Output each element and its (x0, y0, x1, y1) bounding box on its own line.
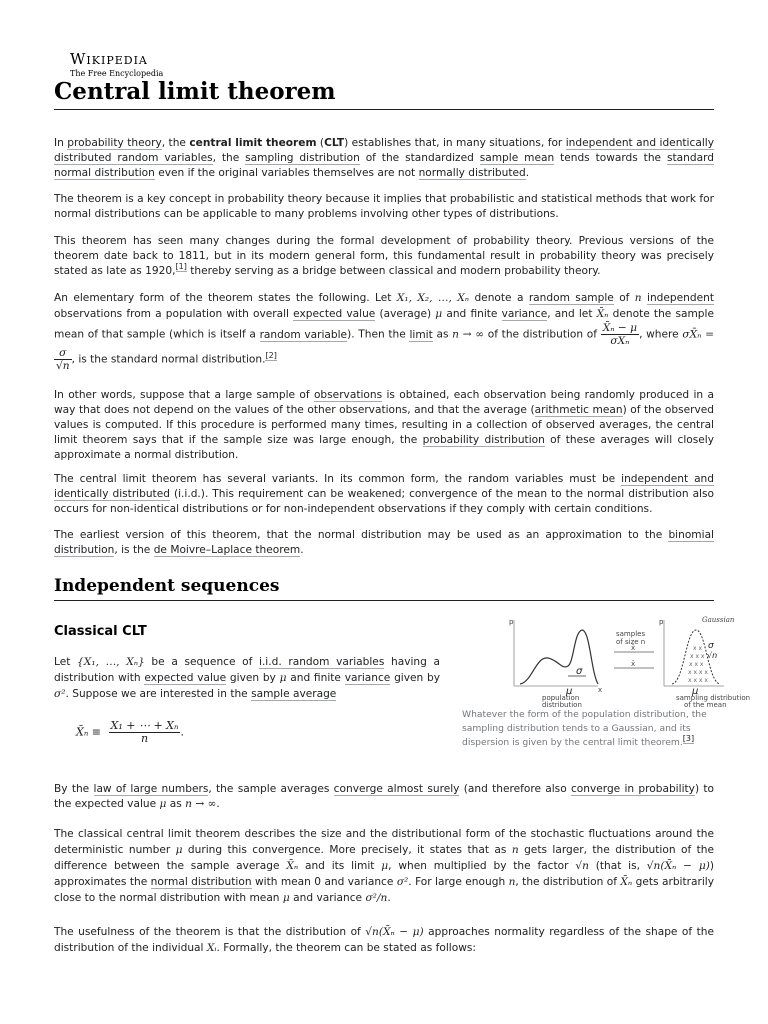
link-variance[interactable]: variance (501, 308, 548, 320)
text: (that is, (588, 860, 647, 872)
text: , is the standard normal distribution. (71, 353, 266, 366)
link-limit[interactable]: limit (409, 328, 433, 341)
clt-figure (458, 612, 751, 748)
math-n: n (508, 876, 516, 888)
reference-3[interactable]: [3] (682, 733, 695, 743)
text: , is the (114, 544, 154, 556)
link-expected-value-2[interactable]: expected value (144, 672, 227, 684)
link-sampling-distribution[interactable]: sampling distribution (245, 152, 360, 164)
text: . (387, 892, 391, 904)
link-random-variable[interactable]: random variable (259, 328, 348, 341)
samples-xbar-1: x̄ (631, 644, 636, 652)
text: ( (316, 137, 325, 149)
subsection-heading-classical-clt: Classical CLT (54, 624, 147, 639)
text: The earliest version of this theorem, that the normal distribution may be used as an approximation to the (54, 529, 669, 541)
wikipedia-logo[interactable] (70, 50, 163, 78)
paragraph-usefulness (54, 924, 714, 956)
term-clt-abbr: CLT (324, 137, 345, 149)
sampling-axis-p: p (659, 618, 664, 626)
math-mu: μ (381, 860, 389, 872)
logo-tagline: The Free Encyclopedia (70, 69, 164, 78)
text: ) to the expected value (54, 783, 714, 810)
math-sqrt-n: √n (575, 860, 589, 872)
link-iid-random-variables[interactable]: i.i.d. random variables (259, 656, 385, 668)
population-axis-p: p (509, 618, 514, 626)
reference-2[interactable]: [2] (265, 350, 277, 360)
gaussian-title: Gaussian (702, 616, 735, 624)
link-arithmetic-mean[interactable]: arithmetic mean (534, 404, 623, 416)
sampling-sqrt-n: √n (707, 651, 718, 660)
link-law-of-large-numbers[interactable]: law of large numbers (93, 783, 209, 795)
math-n-to-inf: n → ∞ (185, 798, 217, 810)
text: (i.i.d.). This requirement can be weakened; convergence of the mean to the normal distribution also occurs for non-identical distributions or for non-independent observations if they comply with certain conditions. (54, 488, 715, 515)
link-expected-value[interactable]: expected value (293, 308, 376, 320)
text: approaches normality regardless of the shape of the distribution of the individual (54, 926, 715, 954)
sampling-label-2: of the mean (684, 701, 727, 709)
link-binomial-distribution[interactable]: binomial distribution (54, 529, 714, 556)
text: of the standardized (359, 152, 480, 164)
fraction-numerator: X₁ + ⋯ + Xₙ (110, 719, 179, 732)
paragraph-lln (54, 782, 714, 812)
link-observations[interactable]: observations (313, 389, 383, 401)
text: . (216, 798, 220, 810)
text: observations from a population with overall (54, 308, 294, 320)
svg-text:x x x x: x x x x (688, 669, 708, 676)
classical-paragraph (54, 654, 440, 702)
text: of the distribution of (484, 328, 601, 341)
text: An elementary form of the theorem states the following. Let (54, 292, 397, 304)
equation-lhs: X̄ₙ ≡ (76, 725, 102, 739)
text: thereby serving as a bridge between classical and modern probability theory. (186, 265, 601, 277)
math-sigma-squared: σ² (54, 688, 66, 700)
link-probability-distribution[interactable]: probability distribution (422, 434, 545, 446)
population-label-2: distribution (542, 701, 582, 709)
svg-text:x x: x x (693, 645, 703, 652)
samples-label-1: samples (616, 630, 646, 638)
fraction-denominator: n (140, 732, 149, 745)
math-variance: σ²/n (365, 892, 388, 904)
text: is obtained, each observation being randomly produced in a way that does not depend on the values of the other observations, and that the average ( (54, 389, 714, 416)
link-independent[interactable]: independent (647, 292, 714, 304)
text: This theorem has seen many changes during the formal development of probability theory. Previous versions of the theorem date back to 1811, but in its modern general form, this fundamental result in probability theory was precisely stated as late as 1920, (54, 235, 714, 277)
text: , and let (547, 308, 597, 320)
text: as (432, 328, 453, 341)
text: , the distribution of (515, 876, 621, 888)
text: In (54, 137, 68, 149)
paragraph-3 (54, 234, 714, 279)
sampling-plot (659, 616, 750, 709)
math-xbar: X̄ₙ (620, 876, 633, 888)
term-clt: central limit theorem (189, 137, 317, 149)
math-mu: μ (175, 844, 183, 856)
math-mu: μ (435, 308, 443, 320)
math-xbar: X̄ₙ (596, 308, 609, 320)
text: and variance (289, 892, 366, 904)
math-sequence: {X₁, …, Xₙ} (77, 656, 145, 668)
samples-label-2: of size n (616, 638, 646, 646)
math-n-to-inf: n → ∞ (452, 328, 485, 341)
paragraph-4 (54, 290, 714, 372)
text: , the sample averages (208, 783, 334, 795)
text: and its limit (298, 860, 382, 872)
link-normal-distribution[interactable]: normal distribution (150, 876, 252, 888)
text: . (525, 167, 530, 179)
text: ). Then the (347, 328, 410, 341)
math-n: n (511, 844, 519, 856)
text: as (166, 798, 186, 810)
link-sample-average[interactable]: sample average (251, 688, 337, 700)
text: . Formally, the theorem can be stated as follows: (216, 942, 476, 954)
text: even if the original variables themselves are not (154, 167, 419, 179)
sampling-label-1: sampling distribution (676, 694, 751, 702)
text: By the (54, 783, 94, 795)
text: having a distribution with (54, 656, 440, 684)
link-iid[interactable]: independent and identically distributed random variables (54, 137, 714, 164)
text: Let (54, 656, 78, 668)
text: (average) (375, 308, 436, 320)
fraction-numerator: σ (54, 347, 72, 360)
text: denote the sample mean of that sample (which is itself a (54, 308, 714, 341)
math-expression: √n(X̄ₙ − μ) (646, 860, 710, 872)
fraction-denominator: √n (56, 360, 70, 372)
text: with mean 0 and variance (251, 876, 397, 888)
intro-paragraph (54, 136, 714, 181)
text: denote a (469, 292, 529, 304)
logo-wordmark: Wikipedia (70, 50, 148, 68)
section-heading-independent-sequences: Independent sequences (54, 576, 714, 601)
text: , the (161, 137, 190, 149)
svg-text:x x x x: x x x x (688, 677, 708, 684)
math-xbar: X̄ₙ (286, 860, 299, 872)
math-sigma-squared: σ² (396, 876, 409, 888)
population-axis-x: x (598, 686, 603, 694)
equation-fraction (109, 720, 181, 745)
link-de-moivre-laplace[interactable]: de Moivre–Laplace theorem (153, 544, 301, 556)
link-iid-2[interactable]: independent and identically distributed (54, 473, 714, 500)
link-converge-in-probability[interactable]: converge in probability (570, 783, 695, 795)
text: tends towards the (554, 152, 667, 164)
link-standard-normal[interactable]: standard normal distribution (54, 152, 714, 179)
link-variance-2[interactable]: variance (344, 672, 391, 684)
fraction-denominator: σX̄ₙ (610, 335, 630, 347)
text: , when multiplied by the factor (388, 860, 576, 872)
figure-caption (462, 708, 738, 750)
math-mu: μ (279, 672, 287, 684)
text: gets larger, the distribution of the difference between the sample average (54, 844, 714, 872)
sampling-sigma: σ (708, 641, 714, 651)
text: ) approximates the (54, 860, 714, 888)
fraction-numerator: X̄ₙ − μ (602, 322, 638, 334)
link-random-sample[interactable]: random sample (528, 292, 614, 304)
text: . (300, 544, 304, 556)
text: , where (639, 328, 683, 341)
paragraph-5 (54, 388, 714, 463)
reference-1[interactable]: [1] (175, 262, 187, 272)
math-variables: X₁, X₂, …, Xₙ (396, 292, 470, 304)
text: . (180, 725, 184, 739)
fraction-standardized (601, 322, 639, 347)
samples-arrows (614, 630, 654, 668)
text: and finite (286, 672, 345, 684)
math-n: n (634, 292, 642, 304)
svg-text:x x x: x x x (690, 653, 705, 660)
text: given by (390, 672, 440, 684)
svg-text:x x x: x x x (689, 661, 704, 668)
population-curve (520, 630, 598, 684)
sampling-mu: μ (692, 686, 699, 697)
text: . Suppose we are interested in the (65, 688, 252, 700)
text: gets arbitrarily close to the normal distribution with mean (54, 876, 714, 904)
equation-sample-average (76, 720, 184, 745)
paragraph-7 (54, 528, 714, 558)
sample-stack (688, 645, 708, 684)
paragraph-6 (54, 472, 714, 517)
samples-xbar-2: x̄ (631, 660, 636, 668)
link-probability-theory[interactable]: probability theory (67, 137, 162, 149)
link-converge-almost-surely[interactable]: converge almost surely (333, 783, 460, 795)
text: . For large enough (408, 876, 509, 888)
text: given by (226, 672, 280, 684)
text: during this convergence. More precisely, it states that as (182, 844, 512, 856)
text: (and therefore also (459, 783, 571, 795)
paragraph-2: The theorem is a key concept in probability theory because it implies that probabilistic and statistical methods that work for normal distributions can be applicable to many problems involving other types of distributions. (54, 193, 714, 220)
text: The usefulness of the theorem is that the distribution of (54, 926, 366, 938)
math-sigma-xbar: σX̄ₙ = (682, 328, 714, 341)
text: , the (212, 152, 246, 164)
text: The central limit theorem has several variants. In its common form, the random variables must be (54, 473, 622, 485)
text: The classical central limit theorem describes the size and the distributional form of the stochastic fluctuations around the deterministic number (54, 828, 714, 856)
population-mu: μ (566, 686, 573, 697)
caption-text: Whatever the form of the population distribution, the sampling distribution tends to a Gaussian, and its dispersion is given by the central limit theorem. (462, 709, 707, 748)
math-mu: μ (282, 892, 290, 904)
math-x-i: Xᵢ (206, 942, 217, 954)
link-sample-mean[interactable]: sample mean (479, 152, 555, 164)
math-expression: √n(X̄ₙ − μ) (365, 926, 424, 938)
link-normally-distributed[interactable]: normally distributed (418, 167, 526, 179)
text: and finite (442, 308, 502, 320)
paragraph-fluctuations (54, 826, 714, 906)
clt-illustration[interactable] (458, 612, 751, 709)
population-sigma: σ (576, 666, 583, 677)
page-title: Central limit theorem (54, 78, 714, 110)
text: of (613, 292, 635, 304)
fraction-sigma-sqrt-n (54, 347, 72, 372)
text: be a sequence of (144, 656, 259, 668)
text: ) establishes that, in many situations, for (344, 137, 566, 149)
math-mu: μ (159, 798, 167, 810)
text: of these averages will closely approximate a normal distribution. (54, 434, 715, 461)
text: ) of the observed values is computed. If this procedure is performed many times, resulting in a collection of observed averages, the central limit theorem says that if the sample size was large enough, the (54, 404, 715, 446)
text: In other words, suppose that a large sample of (54, 389, 314, 401)
population-plot (509, 618, 602, 709)
population-label-1: population (542, 694, 580, 702)
